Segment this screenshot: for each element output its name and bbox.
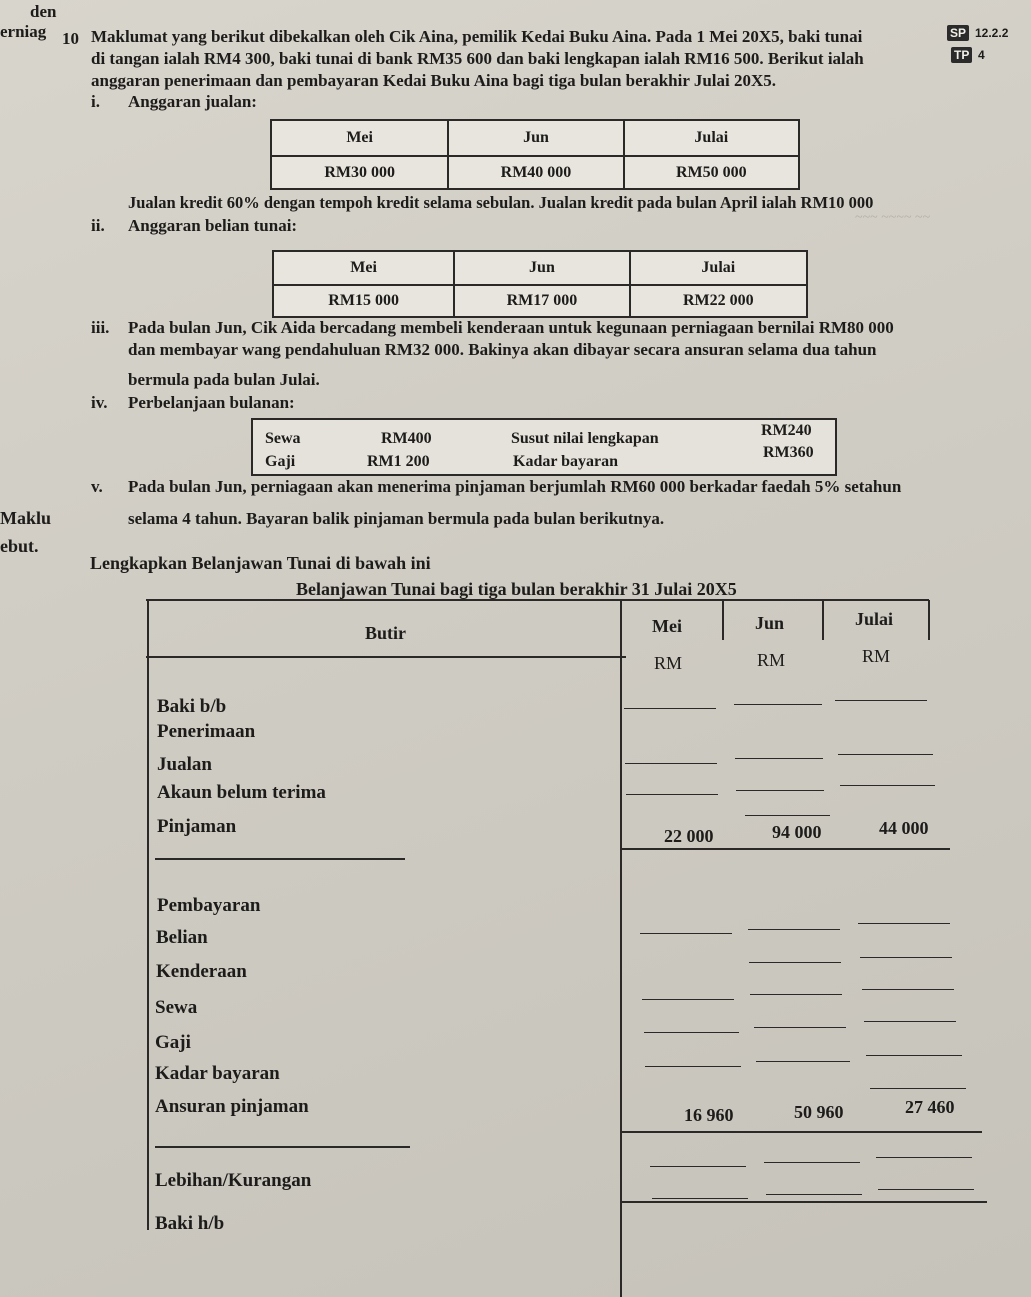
tp-badge-value: 4 <box>978 48 985 62</box>
cash-purchase-table <box>272 250 808 318</box>
total-payments-mei: 16 960 <box>684 1105 734 1125</box>
answer-blank[interactable] <box>838 754 933 755</box>
table-cell: RM40 000 <box>448 156 623 189</box>
column-header-month: Mei <box>652 616 682 636</box>
item-v-text-line: selama 4 tahun. Bayaran balik pinjaman bermula pada bulan berikutnya. <box>128 509 665 528</box>
payments-total-rule <box>622 1131 982 1133</box>
answer-blank[interactable] <box>840 785 935 786</box>
row-label-akaun-belum-terima: Akaun belum terima <box>157 782 326 803</box>
table-header: Mei <box>271 120 448 156</box>
answer-blank[interactable] <box>870 1088 966 1089</box>
section-label-penerimaan: Penerimaan <box>157 721 256 742</box>
edge-text: ebut. <box>0 536 39 556</box>
answer-blank[interactable] <box>624 708 716 709</box>
expense-amount: RM400 <box>381 430 432 447</box>
answer-blank[interactable] <box>860 957 952 958</box>
budget-column-rule <box>722 600 724 640</box>
answer-blank[interactable] <box>835 700 927 701</box>
row-label-kenderaan: Kenderaan <box>156 961 247 982</box>
row-label-pinjaman: Pinjaman <box>157 816 237 837</box>
item-iii-text-line: Pada bulan Jun, Cik Aida bercadang membeli kenderaan untuk kegunaan perniagaan bernilai RM80 000 <box>128 318 894 337</box>
item-i-label: i. <box>91 92 100 111</box>
item-i-title: Anggaran jualan: <box>128 92 257 111</box>
question-text-line: anggaran penerimaan dan pembayaran Kedai Buku Aina bagi tiga bulan berakhir Julai 20X5. <box>91 71 777 90</box>
item-i-note: Jualan kredit 60% dengan tempoh kredit selama sebulan. Jualan kredit pada bulan April ialah RM10 000 <box>128 193 874 212</box>
row-label-ansuran-pinjaman: Ansuran pinjaman <box>155 1096 309 1117</box>
item-ii-label: ii. <box>91 216 105 235</box>
total-payments-julai: 27 460 <box>905 1097 955 1117</box>
expense-name: Susut nilai lengkapan <box>511 430 659 447</box>
answer-blank[interactable] <box>858 923 950 924</box>
sp-badge: SP <box>947 25 969 41</box>
instruction: Lengkapkan Belanjawan Tunai di bawah ini <box>90 553 431 573</box>
answer-blank[interactable] <box>640 933 732 934</box>
answer-blank[interactable] <box>748 929 840 930</box>
table-cell: RM30 000 <box>271 156 448 189</box>
row-label-jualan: Jualan <box>157 754 212 775</box>
row-label-baki-bb: Baki b/b <box>157 696 227 717</box>
currency-label: RM <box>654 653 683 673</box>
column-header-month: Jun <box>755 613 785 633</box>
answer-blank[interactable] <box>736 790 824 791</box>
budget-title: Belanjawan Tunai bagi tiga bulan berakhir 31 Julai 20X5 <box>296 579 737 599</box>
answer-blank[interactable] <box>876 1157 972 1158</box>
budget-header-rule <box>146 656 626 658</box>
budget-bottom-rule <box>622 1201 987 1203</box>
section-label-pembayaran: Pembayaran <box>157 895 261 916</box>
answer-blank[interactable] <box>749 962 841 963</box>
answer-blank[interactable] <box>878 1189 974 1190</box>
total-receipts-jun: 94 000 <box>772 822 822 842</box>
budget-column-rule <box>620 600 622 1297</box>
item-iv-label: iv. <box>91 393 108 412</box>
question-text-line: Maklumat yang berikut dibekalkan oleh Cik Aina, pemilik Kedai Buku Aina. Pada 1 Mei 20X5, baki tunai <box>91 27 863 46</box>
item-v-text-line: Pada bulan Jun, perniagaan akan menerima pinjaman berjumlah RM60 000 berkadar faedah 5% setahun <box>128 477 902 496</box>
total-receipts-julai: 44 000 <box>879 818 929 838</box>
sp-badge-value: 12.2.2 <box>975 26 1009 40</box>
table-header: Julai <box>624 120 799 156</box>
budget-top-rule <box>146 599 929 601</box>
answer-blank[interactable] <box>764 1162 860 1163</box>
item-iii-text-line: dan membayar wang pendahuluan RM32 000. Bakinya akan dibayar secara ansuran selama dua tahun <box>128 340 877 359</box>
answer-blank[interactable] <box>866 1055 962 1056</box>
question-text-line: di tangan ialah RM4 300, baki tunai di bank RM35 600 dan baki lengkapan ialah RM16 500. Berikut ialah <box>91 49 864 68</box>
row-label-gaji: Gaji <box>155 1032 191 1053</box>
answer-blank[interactable] <box>745 815 830 816</box>
expense-amount: RM240 <box>761 422 812 439</box>
answer-blank[interactable] <box>625 763 717 764</box>
table-header: Julai <box>630 251 807 285</box>
answer-blank[interactable] <box>766 1194 862 1195</box>
edge-text: Maklu <box>0 508 52 528</box>
table-cell: RM15 000 <box>273 285 454 317</box>
table-cell: RM22 000 <box>630 285 807 317</box>
receipts-total-rule <box>622 848 950 850</box>
budget-column-rule <box>822 600 824 640</box>
answer-blank[interactable] <box>864 1021 956 1022</box>
item-v-label: v. <box>91 477 103 496</box>
expense-name: Gaji <box>265 453 296 470</box>
expense-amount: RM360 <box>763 444 814 461</box>
monthly-expenses-box <box>251 418 837 476</box>
item-iv-title: Perbelanjaan bulanan: <box>128 393 295 412</box>
row-label-kadar-bayaran: Kadar bayaran <box>155 1063 280 1084</box>
answer-blank[interactable] <box>626 794 718 795</box>
expense-amount: RM1 200 <box>367 453 430 470</box>
answer-blank[interactable] <box>756 1061 850 1062</box>
answer-blank[interactable] <box>750 994 842 995</box>
table-cell: RM50 000 <box>624 156 799 189</box>
answer-blank[interactable] <box>650 1166 746 1167</box>
expense-name: Sewa <box>265 430 301 447</box>
background-bleed: ~~~ ~~~~ ~~ <box>855 210 931 225</box>
budget-column-rule <box>928 600 930 640</box>
row-label-belian: Belian <box>156 927 208 948</box>
butir-divider <box>155 1146 410 1148</box>
answer-blank[interactable] <box>754 1027 846 1028</box>
expense-name: Kadar bayaran <box>513 453 619 470</box>
currency-label: RM <box>862 646 891 666</box>
table-header: Jun <box>448 120 623 156</box>
table-cell: RM17 000 <box>454 285 629 317</box>
butir-divider <box>155 858 405 860</box>
budget-left-border <box>147 600 149 1230</box>
total-receipts-mei: 22 000 <box>664 826 714 846</box>
tp-badge: TP <box>951 47 972 63</box>
edge-text: erniag <box>0 22 47 41</box>
column-header-month: Julai <box>855 609 894 629</box>
column-header-butir: Butir <box>365 623 407 643</box>
table-header: Jun <box>454 251 629 285</box>
question-number: 10 <box>62 29 79 48</box>
answer-blank[interactable] <box>644 1032 739 1033</box>
row-label-lebihan-kurangan: Lebihan/Kurangan <box>155 1170 312 1191</box>
item-ii-title: Anggaran belian tunai: <box>128 216 298 235</box>
answer-blank[interactable] <box>645 1066 741 1067</box>
answer-blank[interactable] <box>862 989 954 990</box>
answer-blank[interactable] <box>735 758 823 759</box>
total-payments-jun: 50 960 <box>794 1102 844 1122</box>
row-label-sewa: Sewa <box>155 997 198 1018</box>
table-header: Mei <box>273 251 454 285</box>
row-label-baki-hb: Baki h/b <box>155 1213 225 1234</box>
item-iii-text-line: bermula pada bulan Julai. <box>128 370 320 389</box>
answer-blank[interactable] <box>734 704 822 705</box>
edge-text: den <box>30 2 57 21</box>
item-iii-label: iii. <box>91 318 110 337</box>
answer-blank[interactable] <box>652 1198 748 1199</box>
currency-label: RM <box>757 650 786 670</box>
sales-forecast-table <box>270 119 800 190</box>
answer-blank[interactable] <box>642 999 734 1000</box>
